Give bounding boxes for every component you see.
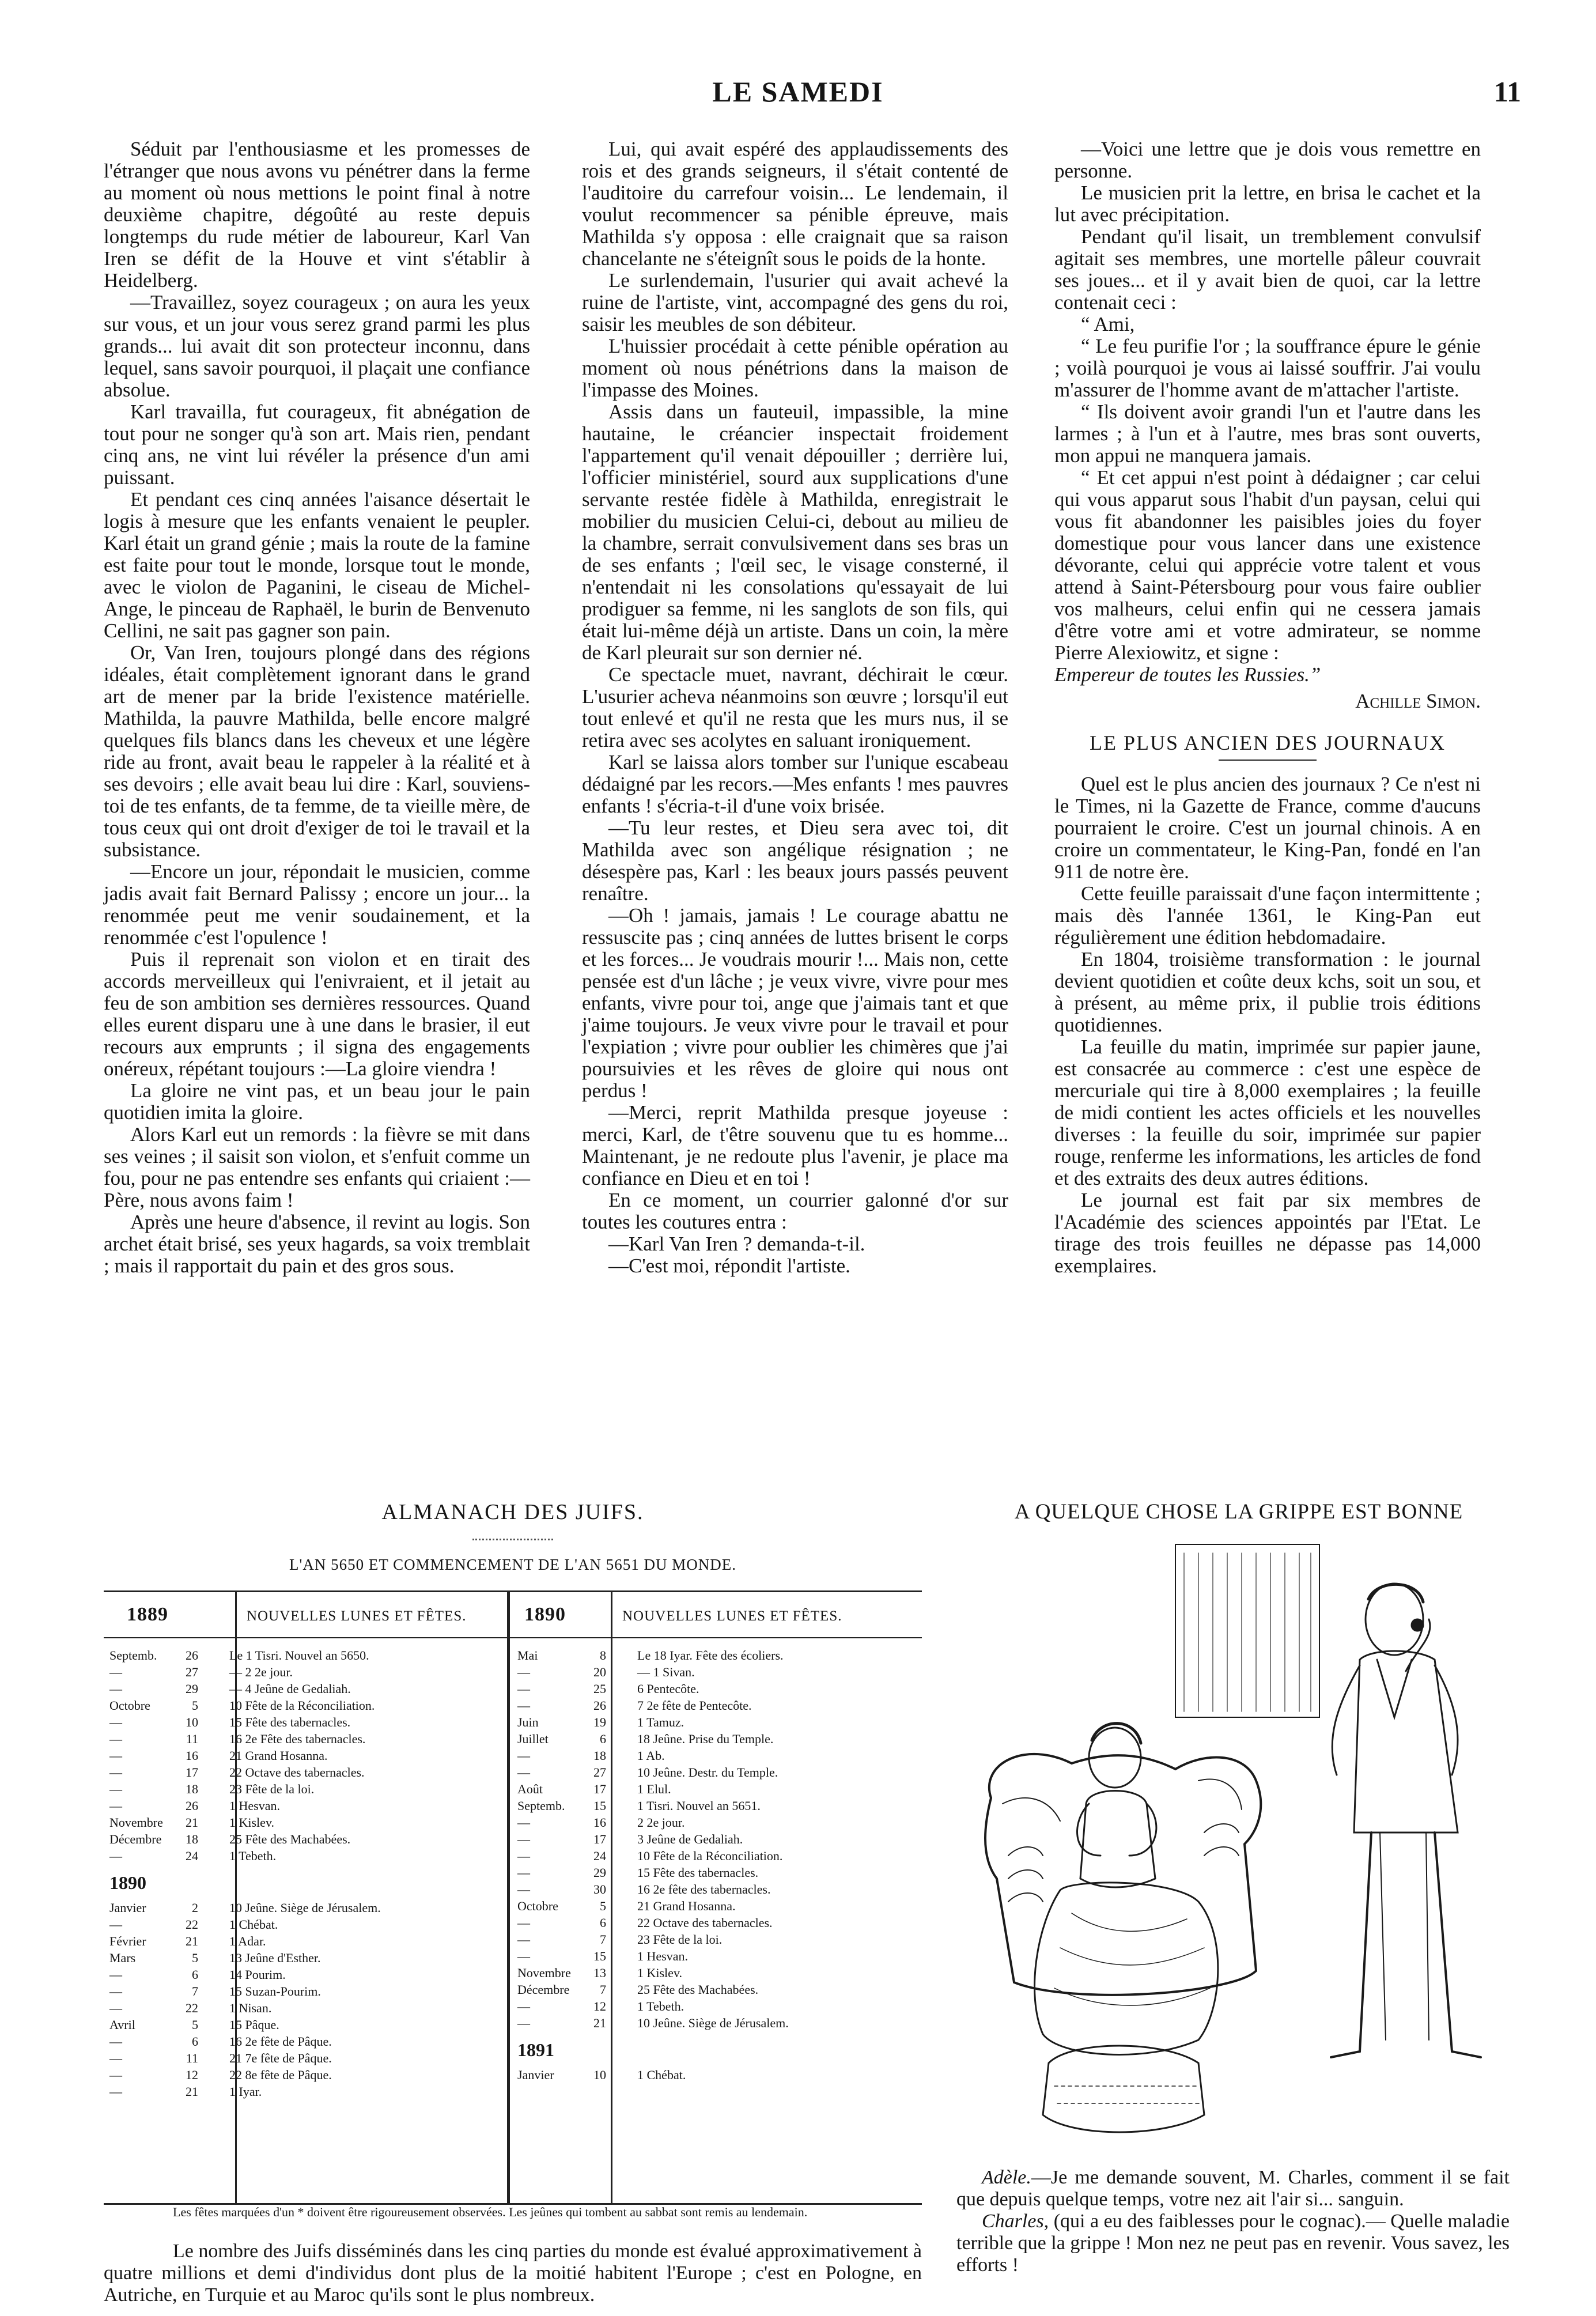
almanach-row [517,1998,915,2015]
month-cell: Janvier [517,2068,554,2082]
month-cell: — [109,1665,122,1679]
day-cell: 11 [186,1732,198,1746]
month-cell: — [109,1917,122,1932]
month-cell: — [517,1999,530,2013]
day-cell: 27 [186,1665,198,1679]
speaker-name: Adèle. [982,2167,1031,2188]
almanach-row [517,1981,915,1998]
month-cell: — [109,1849,122,1863]
divider [507,1592,510,2203]
event-cell: 1 Hesvan. [637,1949,688,1963]
paragraph: En 1804, troisième transformation : le journal devient quotidien et coûte deux kchs, soit un sou, et à présent, au même prix, il publie trois éditions quotidiennes. [1054,948,1481,1036]
day-cell: 17 [186,1765,198,1779]
article-column-1 [104,138,530,1464]
event-cell: 10 Jeûne. Siège de Jérusalem. [637,2016,789,2030]
event-cell: 25 Fête des Machabées. [637,1982,759,1997]
day-cell: 6 [600,1915,606,1930]
month-cell: Avril [109,2017,135,2032]
event-cell: 16 2e fête de Pâque. [229,2034,332,2049]
day-cell: 18 [593,1748,606,1763]
event-cell: — 2 2e jour. [229,1665,293,1679]
event-cell: 10 Jeûne. Destr. du Temple. [637,1765,778,1779]
almanach-row [109,2016,501,2033]
event-cell: 2 2e jour. [637,1815,685,1830]
paragraph: Puis il reprenait son violon et en tirait des accords merveilleux qui l'enivraient, et il jetait au feu de son ambition ses dernières ressources. Quand elles eurent disparu une à une dans le brasier, il eut recours aux emprunts ; il signa des engagements onéreux, répétant toujours :—La gloire viendra ! [104,948,530,1080]
day-cell: 7 [600,1982,606,1997]
right-rows [517,1647,915,2083]
almanach-row [109,1680,501,1697]
event-cell: 21 7e fête de Pâque. [229,2051,332,2065]
paragraph: Séduit par l'enthousiasme et les promesses de l'étranger que nous avons vu pénétrer dans la ferme au moment où nous mettions le point final à notre deuxième chapitre, dégoûté au reste depuis longtemps du rude métier de laboureur, Karl Van Iren se défit de la Houve et vint s'établir à Heidelberg. [104,138,530,292]
month-cell: — [109,1682,122,1696]
month-cell: Juillet [517,1732,549,1746]
paragraph: Le musicien prit la lettre, en brisa le cachet et la lut avec précipitation. [1054,182,1481,226]
month-cell: Novembre [109,1815,163,1830]
month-cell: — [517,1682,530,1696]
month-cell: Août [517,1782,543,1796]
month-cell: — [517,1698,530,1713]
day-cell: 17 [593,1782,606,1796]
event-cell: 21 Grand Hosanna. [229,1748,328,1763]
almanach-row [517,2015,915,2031]
event-cell: 23 Fête de la loi. [229,1782,315,1796]
almanach-row [109,1797,501,1814]
paragraph: Le surlendemain, l'usurier qui avait achevé la ruine de l'artiste, vint, accompagné des gens du roi, saisir les meubles de son débiteur. [582,269,1008,335]
day-cell: 21 [186,1934,198,1948]
day-cell: 19 [593,1715,606,1729]
almanach-row [109,1966,501,1983]
month-cell: Juin [517,1715,539,1729]
event-cell: 15 Suzan-Pourim. [229,1984,321,1998]
paragraph: “ Ami, [1081,313,1135,335]
event-cell: 10 Fête de la Réconciliation. [637,1849,783,1863]
almanach-row [517,1948,915,1964]
day-cell: 6 [600,1732,606,1746]
almanach-row [109,1731,501,1747]
month-cell: — [109,2068,122,2082]
day-cell: 15 [593,1799,606,1813]
year-label: 1891 [517,2039,554,2060]
day-cell: 10 [186,1715,198,1729]
article-column-2 [582,138,1008,1452]
event-cell: 21 Grand Hosanna. [637,1899,736,1913]
page-number: 11 [1493,75,1521,108]
month-cell: Décembre [109,1832,162,1846]
paragraph: Pendant qu'il lisait, un tremblement convulsif agitait ses membres, une mortelle pâleur couvrait ses joues... et il y avait bien de quoi, car la lettre contenait ceci : [1054,225,1481,313]
month-cell: Novembre [517,1966,571,1980]
dialogue-line: (qui a eu des faiblesses pour le cognac).— Quelle maladie terrible que la grippe ! Mon nez ne peut pas en revenir. Vous savez, les efforts ! [956,2211,1510,2276]
day-cell: 21 [186,2084,198,2099]
almanach-note: Les fêtes marquées d'un * doivent être rigoureusement observées. Les jeûnes qui tombent au sabbat sont remis au lendemain. [173,2205,808,2219]
day-cell: 21 [186,1815,198,1830]
paragraph: Karl travailla, fut courageux, fit abnégation de tout pour ne songer qu'à son art. Mais rien, pendant cinq ans, ne vint lui révéler la présence d'un ami puissant. [104,401,530,489]
day-cell: 12 [593,1999,606,2013]
letter-signature: Empereur de toutes les Russies.” [1054,663,1321,686]
almanach-row [109,1714,501,1731]
cartoon-caption [956,2167,1510,2276]
event-cell: 25 Fête des Machabées. [229,1832,351,1846]
event-cell: 1 Tisri. Nouvel an 5651. [637,1799,761,1813]
month-cell: — [517,1865,530,1880]
year-label: 1890 [109,1872,146,1893]
almanach-row [517,1864,915,1881]
almanach-row [517,1647,915,1664]
almanach-row [109,2066,501,2083]
almanach-subtitle: L'AN 5650 ET COMMENCEMENT DE L'AN 5651 DU MONDE. [289,1556,736,1573]
paragraph: Assis dans un fauteuil, impassible, la mine hautaine, le créancier inspectait froidement l'appartement qu'il venait dépouiller ; derrière lui, l'officier ministériel, sourd aux supplications d'une servante restée fidèle à Mathilda, enregistrait le mobilier du musicien Celui-ci, debout au milieu de la chambre, serrait convulsivement dans ses bras un de ses enfants ; l'œil sec, le visage consterné, il n'entendait ni les consolations qu'essayait de lui prodiguer sa femme, ni les sanglots de son fils, qui était lui-même déjà un artiste. Dans un coin, la mère de Karl pleurait sur son dernier né. [582,401,1008,664]
paragraph: “ Le feu purifie l'or ; la souffrance épure le génie ; voilà pourquoi je vous ai laissé souffrir. J'ai voulu m'assurer de l'homme avant de m'attacher l'artiste. [1054,335,1481,401]
almanach-row [109,1916,501,1933]
day-cell: 27 [593,1765,606,1779]
month-cell: — [109,1748,122,1763]
event-cell: 13 Jeûne d'Esther. [229,1951,321,1965]
almanach-row [109,1847,501,1864]
event-cell: 1 Kislev. [637,1966,683,1980]
month-cell: — [517,1765,530,1779]
month-cell: Mai [517,1648,538,1663]
event-cell: 7 2e fête de Pentecôte. [637,1698,752,1713]
almanach-row [109,1899,501,1916]
day-cell: 22 [186,1917,198,1932]
paragraph: “ Et cet appui n'est point à dédaigner ; car celui qui vous apparut sous l'habit d'un paysan, celui qui vous fit abandonner les paisibles joies du foyer domestique pour vous lancer dans une existence dévorante, celui qui apprécie votre talent et vous attend à Saint-Pétersbourg pour vous faire oublier vos malheurs, celui enfin qui ne cessera jamais d'être votre ami et votre admirateur, se nomme Pierre Alexiowitz, et signe : [1054,466,1481,664]
almanach-row [109,1664,501,1680]
event-cell: 15 Pâque. [229,2017,279,2032]
month-cell: — [517,1882,530,1896]
month-cell: Septemb. [517,1799,565,1813]
event-cell: 1 Iyar. [229,2084,262,2099]
paragraph: “ Ils doivent avoir grandi l'un et l'autre dans les larmes ; à l'un et à l'autre, mes bras sont ouverts, mon appui ne manquera jamais. [1054,401,1481,467]
day-cell: 22 [186,2001,198,2015]
paragraph: Après une heure d'absence, il revint au logis. Son archet était brisé, ses yeux hagards, sa voix tremblait ; mais il rapportait du pain et des gros sous. [104,1211,530,1277]
event-cell: 1 Adar. [229,1934,266,1948]
month-cell: — [109,1984,122,1998]
day-cell: 7 [192,1984,198,1998]
day-cell: 16 [593,1815,606,1830]
event-cell: 1 Elul. [637,1782,671,1796]
day-cell: 12 [186,2068,198,2082]
section-title: LE PLUS ANCIEN DES JOURNAUX [1089,731,1446,754]
month-cell: — [109,1782,122,1796]
event-cell: 1 Tamuz. [637,1715,684,1729]
almanach-row [517,1881,915,1898]
event-cell: 14 Pourim. [229,1967,286,1982]
day-cell: 21 [593,2016,606,2030]
almanach-row [517,1814,915,1831]
almanach-row [517,1914,915,1931]
month-cell: — [109,2034,122,2049]
paragraph: —Travaillez, soyez courageux ; on aura les yeux sur vous, et un jour vous serez grand parmi les plus grands... lui avait dit son protecteur inconnu, dans lequel, sans savoir pourquoi, il plaçait une confiance absolue. [104,291,530,401]
almanach-row [109,2050,501,2066]
month-cell: Octobre [517,1899,558,1913]
paragraph: —Tu leur restes, et Dieu sera avec toi, dit Mathilda avec son angélique résignation ; ne désespère pas, Karl : les beaux jours passés peuvent renaître. [582,817,1008,905]
almanach-row [109,1697,501,1714]
event-cell: 1 Tebeth. [229,1849,277,1863]
cartoon-title: A QUELQUE CHOSE LA GRIPPE EST BONNE [1014,1500,1463,1524]
almanach-row [517,1964,915,1981]
event-cell: 22 Octave des tabernacles. [229,1765,365,1779]
paragraph: Le journal est fait par six membres de l'Académie des sciences appointés par l'Etat. Le tirage des trois feuilles ne dépasse pas 14,000 exemplaires. [1054,1189,1481,1277]
month-cell: Octobre [109,1698,150,1713]
almanach-row [109,1983,501,2000]
day-cell: 11 [186,2051,198,2065]
year-label: 1889 [127,1604,168,1625]
day-cell: 6 [192,2034,198,2049]
event-cell: 3 Jeûne de Gedaliah. [637,1832,743,1846]
day-cell: 29 [186,1682,198,1696]
paragraph: —Oh ! jamais, jamais ! Le courage abattu ne ressuscite pas ; cinq années de luttes brisent le corps et les forces... Je voudrais mourir !... Mais non, cette pensée est d'un lâche ; je veux vivre, vivre pour mes enfants, vivre pour toi, ange que j'aimais tant et que j'aime toujours. Je veux vivre pour le travail et pour l'expiation ; vivre pour oublier les chimères que j'ai poursuivies et les rêves de gloire qui nous ont perdus ! [582,904,1008,1102]
day-cell: 26 [593,1698,606,1713]
almanach-row [517,1847,915,1864]
day-cell: 30 [593,1882,606,1896]
almanach-row [109,1747,501,1764]
day-cell: 18 [186,1832,198,1846]
divider [104,1637,922,1638]
almanach-row [517,1714,915,1731]
month-cell: Janvier [109,1901,146,1915]
event-cell: Le 18 Iyar. Fête des écoliers. [637,1648,784,1663]
month-cell: — [109,1967,122,1982]
month-cell: Décembre [517,1982,570,1997]
month-cell: — [517,1949,530,1963]
event-cell: — 4 Jeûne de Gedaliah. [229,1682,351,1696]
paragraph: Karl se laissa alors tomber sur l'unique escabeau dédaigné par les recors.—Mes enfants ! mes pauvres enfants ! s'écria-t-il d'une voix brisée. [582,751,1008,817]
author-signature: Achille Simon. [1355,690,1481,712]
paragraph: Et pendant ces cinq années l'aisance désertait le logis à mesure que les enfants venaient le peupler. Karl était un grand génie ; mais la route de la famine est faite pour tout le monde, lorsque tout le monde, avec le violon de Paganini, le ciseau de Michel-Ange, le pinceau de Raphaël, le burin de Benvenuto Cellini, ne sait pas gagner son pain. [104,488,530,642]
month-cell: — [517,1832,530,1846]
almanach-row [517,1831,915,1847]
paragraph: —Merci, reprit Mathilda presque joyeuse : merci, Karl, de t'être souvenu que tu es homme... Maintenant, je ne redoute plus l'avenir, je place ma confiance en Dieu et en toi ! [582,1101,1008,1189]
day-cell: 26 [186,1799,198,1813]
almanach-row [517,1747,915,1764]
event-cell: 1 Chébat. [637,2068,686,2082]
almanach-row [109,2083,501,2100]
day-cell: 5 [192,1951,198,1965]
column-header: NOUVELLES LUNES ET FÊTES. [622,1608,842,1624]
event-cell: 22 Octave des tabernacles. [637,1915,773,1930]
almanach-row [109,1831,501,1847]
divider [472,1539,553,1540]
event-cell: 23 Fête de la loi. [637,1932,723,1947]
almanach-row [109,1781,501,1797]
day-cell: 5 [192,2017,198,2032]
month-cell: — [517,1932,530,1947]
paragraph: Alors Karl eut un remords : la fièvre se mit dans ses veines ; il saisit son violon, et s'enfuit comme un fou, pour ne pas entendre ses enfants qui criaient :—Père, nous avons faim ! [104,1123,530,1211]
day-cell: 8 [600,1648,606,1663]
month-cell: — [109,1799,122,1813]
month-cell: — [517,1849,530,1863]
cartoon-illustration [956,1533,1515,2155]
almanach-row [109,1647,501,1664]
event-cell: Le 1 Tisri. Nouvel an 5650. [229,1648,369,1663]
almanach-row [109,1933,501,1949]
month-cell: — [109,1715,122,1729]
almanach-row [517,2066,915,2083]
speaker-name: Charles, [982,2211,1049,2232]
day-cell: 10 [593,2068,606,2082]
day-cell: 6 [192,1967,198,1982]
day-cell: 24 [593,1849,606,1863]
almanach-row [517,1931,915,1948]
almanach-row [517,1898,915,1914]
day-cell: 17 [593,1832,606,1846]
year-label: 1890 [524,1604,566,1625]
month-cell: — [517,2016,530,2030]
article-column-3 [1054,138,1481,1441]
almanach-row [517,1781,915,1797]
day-cell: 20 [593,1665,606,1679]
almanach-table [104,1590,922,2205]
left-rows [109,1647,501,2100]
month-cell: Mars [109,1951,136,1965]
paragraph: Quel est le plus ancien des journaux ? Ce n'est ni le Times, ni la Gazette de France, comme d'aucuns pourraient le croire. C'est un journal chinois. A en croire un commentateur, le King-Pan, fondé en l'an 911 de notre ère. [1054,773,1481,883]
almanach-row [109,2000,501,2016]
month-cell: — [517,1815,530,1830]
almanach-row [517,1697,915,1714]
day-cell: 29 [593,1865,606,1880]
event-cell: 1 Kislev. [229,1815,275,1830]
event-cell: 1 Chébat. [229,1917,278,1932]
paragraph: La feuille du matin, imprimée sur papier jaune, est consacrée au commerce : c'est une espèce de mercuriale qui tire à 8,000 exemplaires ; la feuille de midi contient les actes officiels et les nouvelles diverses : la feuille du soir, imprimée sur papier rouge, renferme les informations, les articles de fond et des extraits des deux autres éditions. [1054,1036,1481,1189]
almanach-row [517,1731,915,1747]
event-cell: 16 2e Fête des tabernacles. [229,1732,366,1746]
almanach-title: ALMANACH DES JUIFS. [381,1500,644,1524]
paragraph: La gloire ne vint pas, et un beau jour le pain quotidien imita la gloire. [104,1079,530,1124]
paragraph: En ce moment, un courrier galonné d'or sur toutes les coutures entra : [582,1189,1008,1233]
event-cell: — 1 Sivan. [637,1665,695,1679]
event-cell: 22 8e fête de Pâque. [229,2068,332,2082]
event-cell: 10 Fête de la Réconciliation. [229,1698,375,1713]
day-cell: 2 [192,1901,198,1915]
paragraph: —Karl Van Iren ? demanda-t-il. [608,1233,865,1255]
day-cell: 25 [593,1682,606,1696]
almanach-row [109,1814,501,1831]
day-cell: 24 [186,1849,198,1863]
almanach-row [109,1764,501,1781]
day-cell: 13 [593,1966,606,1980]
paragraph: Lui, qui avait espéré des applaudissements des rois et des grands seigneurs, il s'était contenté de l'auditoire du carrefour voisin... Le lendemain, il voulut recommencer sa pénible épreuve, mais Mathilda s'y opposa : elle craignait que sa raison chancelante ne s'éteignît sous le poids de la honte. [582,138,1008,270]
event-cell: 18 Jeûne. Prise du Temple. [637,1732,774,1746]
almanach-row [517,1680,915,1697]
month-cell: — [109,2001,122,2015]
day-cell: 18 [186,1782,198,1796]
event-cell: 1 Tebeth. [637,1999,684,2013]
day-cell: 15 [593,1949,606,1963]
month-cell: — [517,1665,530,1679]
almanach-row [517,1764,915,1781]
almanach-row [109,1949,501,1966]
event-cell: 1 Nisan. [229,2001,272,2015]
paragraph: Cette feuille paraissait d'une façon intermittente ; mais dès l'année 1361, le King-Pan eut régulièrement une édition hebdomadaire. [1054,882,1481,949]
almanach-row [517,1797,915,1814]
month-cell: — [109,1732,122,1746]
day-cell: 5 [192,1698,198,1713]
event-cell: 10 Jeûne. Siège de Jérusalem. [229,1901,381,1915]
day-cell: 7 [600,1932,606,1947]
dialogue-line: —Je me demande souvent, M. Charles, comment il se fait que depuis quelque temps, votre nez ait l'air si... sanguin. [956,2167,1510,2210]
month-cell: — [109,1765,122,1779]
month-cell: — [109,2084,122,2099]
day-cell: 26 [186,1648,198,1663]
event-cell: 15 Fête des tabernacles. [229,1715,351,1729]
newspaper-title: LE SAMEDI [712,75,884,108]
paragraph: —Encore un jour, répondait le musicien, comme jadis avait fait Bernard Palissy ; encore un jour... la renommée peut me venir soudainement, et la renommée c'est l'opulence ! [104,860,530,949]
almanach-footer: Le nombre des Juifs disséminés dans les cinq parties du monde est évalué approximativement à quatre millions et demi d'individus dont plus de la moitié habitent l'Europe ; c'est en Pologne, en Autriche, en Turquie et au Maroc qu'ils sont le plus nombreux. [104,2241,922,2306]
month-cell: Septemb. [109,1648,157,1663]
month-cell: — [517,1915,530,1930]
event-cell: 1 Ab. [637,1748,665,1763]
almanach-row [517,1664,915,1680]
event-cell: 16 2e fête des tabernacles. [637,1882,771,1896]
paragraph: Or, Van Iren, toujours plongé dans des régions idéales, était complètement ignorant dans le grand art de mener par la bride l'existence matérielle. Mathilda, la pauvre Mathilda, belle encore malgré quelques fils blancs dans les cheveux et une légère ride au front, avait beau le rappeler à la réalité et à ses devoirs ; elle avait beau lui dire : Karl, souviens-toi de tes enfants, de ta femme, de ta vieille mère, de tous ceux qui ont droit d'exiger de toi le travail et la subsistance. [104,641,530,861]
almanach-row [109,2033,501,2050]
month-cell: — [109,2051,122,2065]
paragraph: Ce spectacle muet, navrant, déchirait le cœur. L'usurier acheva néanmoins son œuvre ; lorsqu'il eut tout enlevé et qu'il ne resta que les murs nus, il se retira avec ses acolytes en saluant ironiquement. [582,663,1008,751]
day-cell: 16 [186,1748,198,1763]
month-cell: — [517,1748,530,1763]
event-cell: 1 Hesvan. [229,1799,280,1813]
paragraph: —C'est moi, répondit l'artiste. [608,1255,850,1277]
paragraph: —Voici une lettre que je dois vous remettre en personne. [1054,138,1481,182]
divider [1219,760,1317,761]
paragraph: L'huissier procédait à cette pénible opération au moment où nous pénétrions dans la maison de l'impasse des Moines. [582,335,1008,401]
month-cell: Février [109,1934,146,1948]
event-cell: 6 Pentecôte. [637,1682,699,1696]
column-header: NOUVELLES LUNES ET FÊTES. [247,1608,467,1624]
event-cell: 15 Fête des tabernacles. [637,1865,759,1880]
day-cell: 5 [600,1899,606,1913]
